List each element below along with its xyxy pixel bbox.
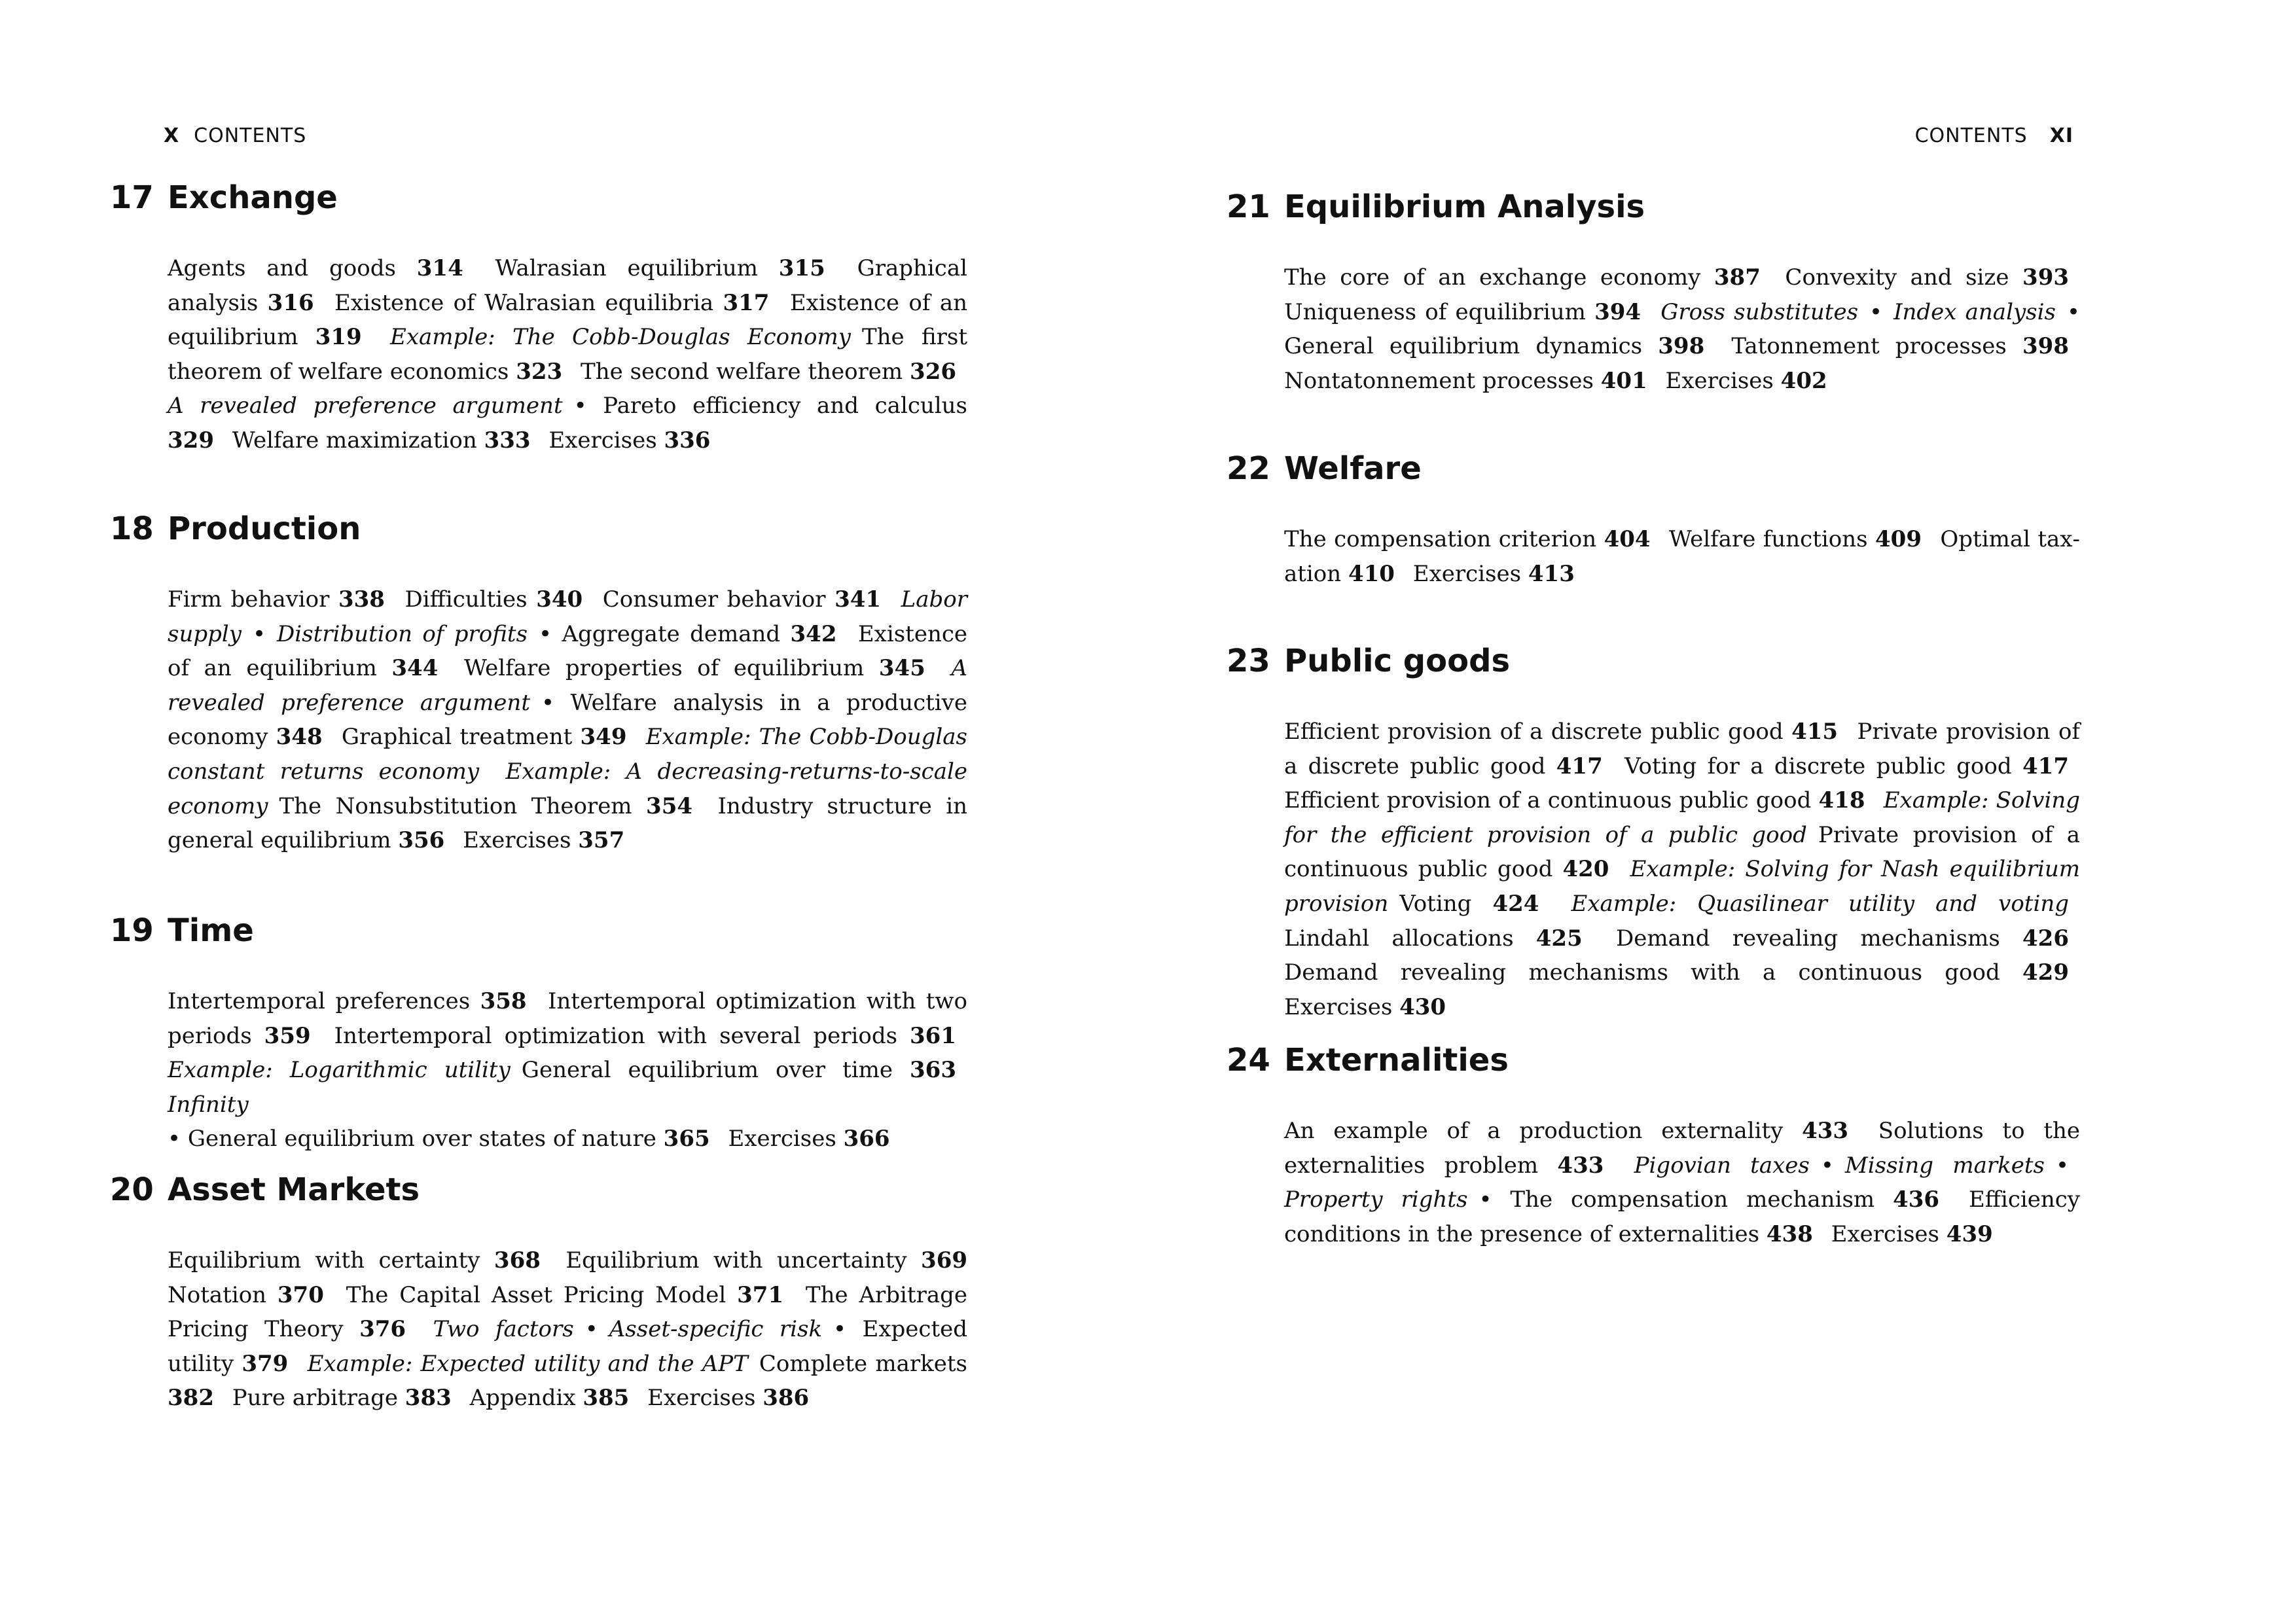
chapter-number: 17 <box>110 179 154 216</box>
chapter-number: 22 <box>1227 450 1270 487</box>
chapter-number: 24 <box>1227 1042 1270 1079</box>
chapter-20 <box>110 1170 967 1416</box>
running-head-label: CONTENTS <box>194 124 307 147</box>
folio: XI <box>2049 124 2073 147</box>
chapter-heading <box>1227 449 2080 488</box>
chapter-heading <box>1227 187 2080 226</box>
chapter-title: Public goods <box>1284 643 1511 679</box>
chapter-title: Externalities <box>1284 1042 1509 1079</box>
chapter-title: Production <box>168 510 361 547</box>
chapter-entries: The core of an exchange economy 387 Convexity and size 393 Uniqueness of equilibrium 394 Gross substitutes • Index analysis • General equilibrium dynamics 398 Tatonnement processes 398 Nontatonnement processes 401 Exercises 402 <box>1284 264 2081 394</box>
chapter-22 <box>1227 449 2080 591</box>
chapter-entries: Firm behavior 338 Difficulties 340 Consumer behavior 341 Labor supply • Distribution of profits • Aggregate demand 342 Existence of an equilibrium 344 Welfare properties of equilibrium 345 A revealed preference argument • Welfare analysis in a productive economy 348 Graphical treatment 349 Example: The Cobb-Douglas constant returns economy Example: A decreasing-returns-to-scale economy The Nonsubstitution Theorem 354 Industry structure in general equilibrium 356 Exercises 357 <box>168 586 968 854</box>
running-head-left <box>164 124 306 147</box>
chapter-number: 20 <box>110 1171 154 1208</box>
chapter-number: 18 <box>110 510 154 547</box>
chapter-18 <box>110 509 967 858</box>
chapter-number: 23 <box>1227 643 1270 679</box>
chapter-title: Welfare <box>1284 450 1422 487</box>
chapter-title: Equilibrium Analysis <box>1284 188 1645 225</box>
chapter-title: Asset Markets <box>168 1171 420 1208</box>
chapter-entries: Intertemporal preferences 358 Intertemporal optimization with two periods 359 Intertemporal optimization with several periods 361 Example: Logarithmic utility General equilibrium over time 363 Infinity • General equilibrium over states of nature 365 Exercises 366 <box>168 988 967 1152</box>
chapter-entries: An example of a production externality 433 Solutions to the externalities problem 433 Pigovian taxes • Missing markets • Property rights • The compensation mechanism 436 Efficiency conditions in the presence of externalities 438 Exercises 439 <box>1284 1118 2080 1247</box>
chapter-heading <box>110 911 967 950</box>
folio: X <box>164 124 180 147</box>
chapter-23 <box>1227 641 2080 1024</box>
chapter-heading <box>110 509 967 548</box>
chapter-title: Time <box>168 912 254 949</box>
chapter-heading <box>1227 1041 2080 1080</box>
chapter-21 <box>1227 187 2080 398</box>
chapter-heading <box>110 178 967 217</box>
chapter-heading <box>1227 641 2080 681</box>
chapter-number: 21 <box>1227 188 1270 225</box>
right-page <box>1148 0 2296 1623</box>
chapter-heading <box>110 1170 967 1209</box>
running-head-right <box>1915 124 2073 147</box>
chapter-entries: Efficient provision of a discrete public good 415 Private provision of a discrete public good 417 Voting for a discrete public good 417 Efficient provision of a continuous public good 418 Example: Solving for the efficient provision of a public good Private provision of a continuous public good 420 Example: Solving for Nash equilibrium provision Voting 424 Example: Quasilinear utility and voting Lindahl allocations 425 Demand revealing mechanisms 426 Demand revealing mechanisms with a continuous good 429 Exercises 430 <box>1284 719 2081 1020</box>
running-head-label: CONTENTS <box>1914 124 2028 147</box>
chapter-entries: Agents and goods 314 Walrasian equilibrium 315 Graphical analysis 316 Existence of Walrasian equilibria 317 Existence of an equilibrium 319 Example: The Cobb-Douglas Economy The first theorem of welfare economics 323 The second welfare theorem 326 A revealed preference argument • Pareto efficiency and calculus 329 Welfare maximization 333 Exercises 336 <box>168 255 967 454</box>
chapter-24 <box>1227 1041 2080 1251</box>
chapter-19 <box>110 911 967 1156</box>
chapter-entries: The compensation criterion 404 Welfare functions 409 Optimal taxation 410 Exercises 413 <box>1284 526 2080 587</box>
chapter-title: Exchange <box>168 179 338 216</box>
chapter-number: 19 <box>110 912 154 949</box>
chapter-entries: Equilibrium with certainty 368 Equilibrium with uncertainty 369 Notation 370 The Capital Asset Pricing Model 371 The Arbitrage Pricing Theory 376 Two factors • Asset-specific risk • Expected utility 379 Example: Expected utility and the APT Complete markets 382 Pure arbitrage 383 Appendix 385 Exercises 386 <box>168 1247 968 1412</box>
chapter-17 <box>110 178 967 458</box>
